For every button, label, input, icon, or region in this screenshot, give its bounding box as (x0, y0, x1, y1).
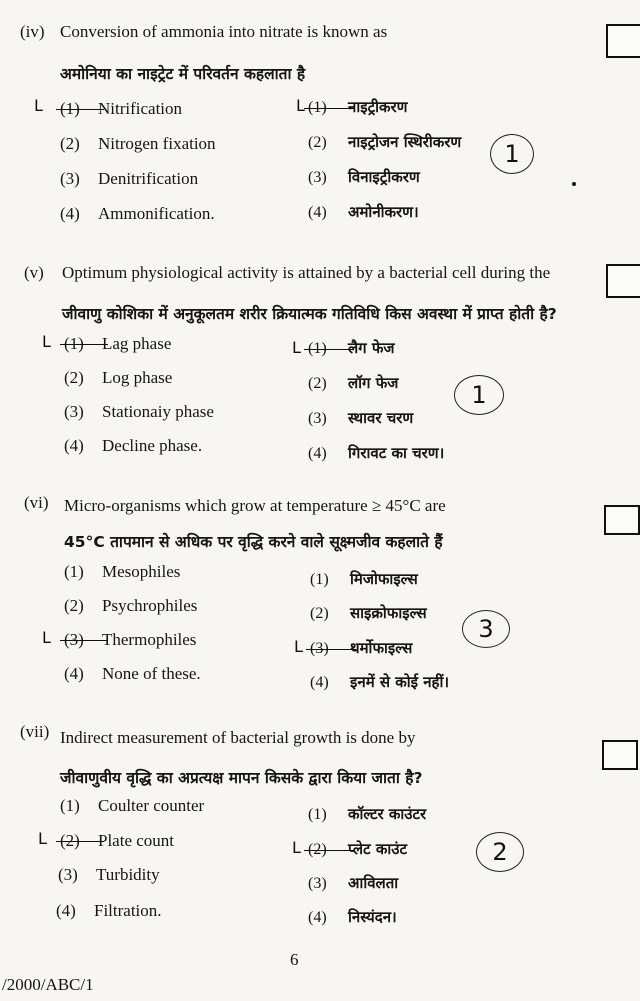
question-text: Optimum physiological activity is attained by a bacterial cell during the (62, 263, 551, 282)
check-mark-icon: L (42, 628, 51, 647)
question-number: (iv) (20, 22, 45, 41)
option-3: (3) Stationaiy phase (64, 402, 214, 421)
option-1: (1) Lag phase (64, 334, 172, 353)
answer-box (606, 24, 640, 58)
hindi-option-1: (1) नाइट्रीकरण (308, 98, 408, 116)
answer-box (604, 505, 640, 535)
hindi-option-2: (2) लॉग फेज (308, 374, 399, 392)
hindi-option-1: (1) लैग फेज (308, 339, 395, 357)
hindi-option-3: (3) विनाइट्रीकरण (308, 168, 420, 186)
option-2: (2) Log phase (64, 368, 173, 387)
hindi-option-2: (2) साइक्रोफाइल्स (310, 604, 427, 622)
hindi-option-3: (3) आविलता (308, 874, 399, 892)
hindi-option-3: (3) स्थावर चरण (308, 409, 414, 427)
handwritten-answer: 1 (454, 375, 504, 415)
check-mark-icon: L (38, 829, 47, 848)
question-number: (v) (24, 263, 44, 282)
hindi-option-1: (1) मिजोफाइल्स (310, 570, 418, 588)
hindi-option-4: (4) अमोनीकरण। (308, 203, 419, 221)
hindi-option-4: (4) गिरावट का चरण। (308, 444, 445, 462)
answer-box (606, 264, 640, 298)
question-text-hindi: अमोनिया का नाइट्रेट में परिवर्तन कहलाता है (60, 65, 306, 83)
page-number: 6 (290, 950, 299, 969)
check-mark-icon: L (292, 838, 301, 857)
handwritten-answer: 1 (490, 134, 534, 174)
handwritten-answer: 3 (462, 610, 510, 648)
option-1: (1) Nitrification (60, 99, 183, 118)
ink-dot (572, 182, 576, 186)
option-4: (4) None of these. (64, 664, 201, 683)
question-text-hindi: जीवाणुवीय वृद्धि का अप्रत्यक्ष मापन किसके द्वारा किया जाता है? (60, 769, 423, 787)
question-text: Micro-organisms which grow at temperature ≥ 45°C are (64, 496, 446, 515)
check-mark-icon: L (42, 332, 51, 351)
question-text-hindi: 45°C तापमान से अधिक पर वृद्धि करने वाले सूक्ष्मजीव कहलाते हैं (64, 533, 443, 551)
check-mark-icon: L (292, 338, 301, 357)
option-3: (3) Thermophiles (64, 630, 197, 649)
hindi-option-3: (3) थर्मोफाइल्स (310, 639, 413, 657)
check-mark-icon: L (296, 96, 305, 115)
option-3: (3) Denitrification (60, 169, 199, 188)
hindi-option-1: (1) कॉल्टर काउंटर (308, 805, 427, 823)
option-2: (2) Psychrophiles (64, 596, 198, 615)
answer-box (602, 740, 638, 770)
question-text: Conversion of ammonia into nitrate is known as (60, 22, 388, 41)
option-4: (4) Ammonification. (60, 204, 215, 223)
option-3: (3) Turbidity (58, 865, 160, 884)
option-4: (4) Decline phase. (64, 436, 203, 455)
option-4: (4) Filtration. (56, 901, 162, 920)
option-1: (1) Mesophiles (64, 562, 181, 581)
option-2: (2) Nitrogen fixation (60, 134, 216, 153)
question-number: (vi) (24, 493, 49, 512)
option-2: (2) Plate count (60, 831, 175, 850)
question-text-hindi: जीवाणु कोशिका में अनुकूलतम शरीर क्रियात्मक गतिविधि किस अवस्था में प्राप्त होती है? (62, 305, 557, 323)
hindi-option-4: (4) निस्यंदन। (308, 908, 397, 926)
handwritten-answer: 2 (476, 832, 524, 872)
check-mark-icon: L (34, 96, 43, 115)
paper-code: /2000/ABC/1 (2, 975, 94, 994)
hindi-option-4: (4) इनमें से कोई नहीं। (310, 673, 450, 691)
check-mark-icon: L (294, 637, 303, 656)
option-1: (1) Coulter counter (60, 796, 205, 815)
question-text: Indirect measurement of bacterial growth is done by (60, 728, 416, 747)
hindi-option-2: (2) नाइट्रोजन स्थिरीकरण (308, 133, 462, 151)
question-number: (vii) (20, 722, 50, 741)
hindi-option-2: (2) प्लेट काउंट (308, 840, 408, 858)
